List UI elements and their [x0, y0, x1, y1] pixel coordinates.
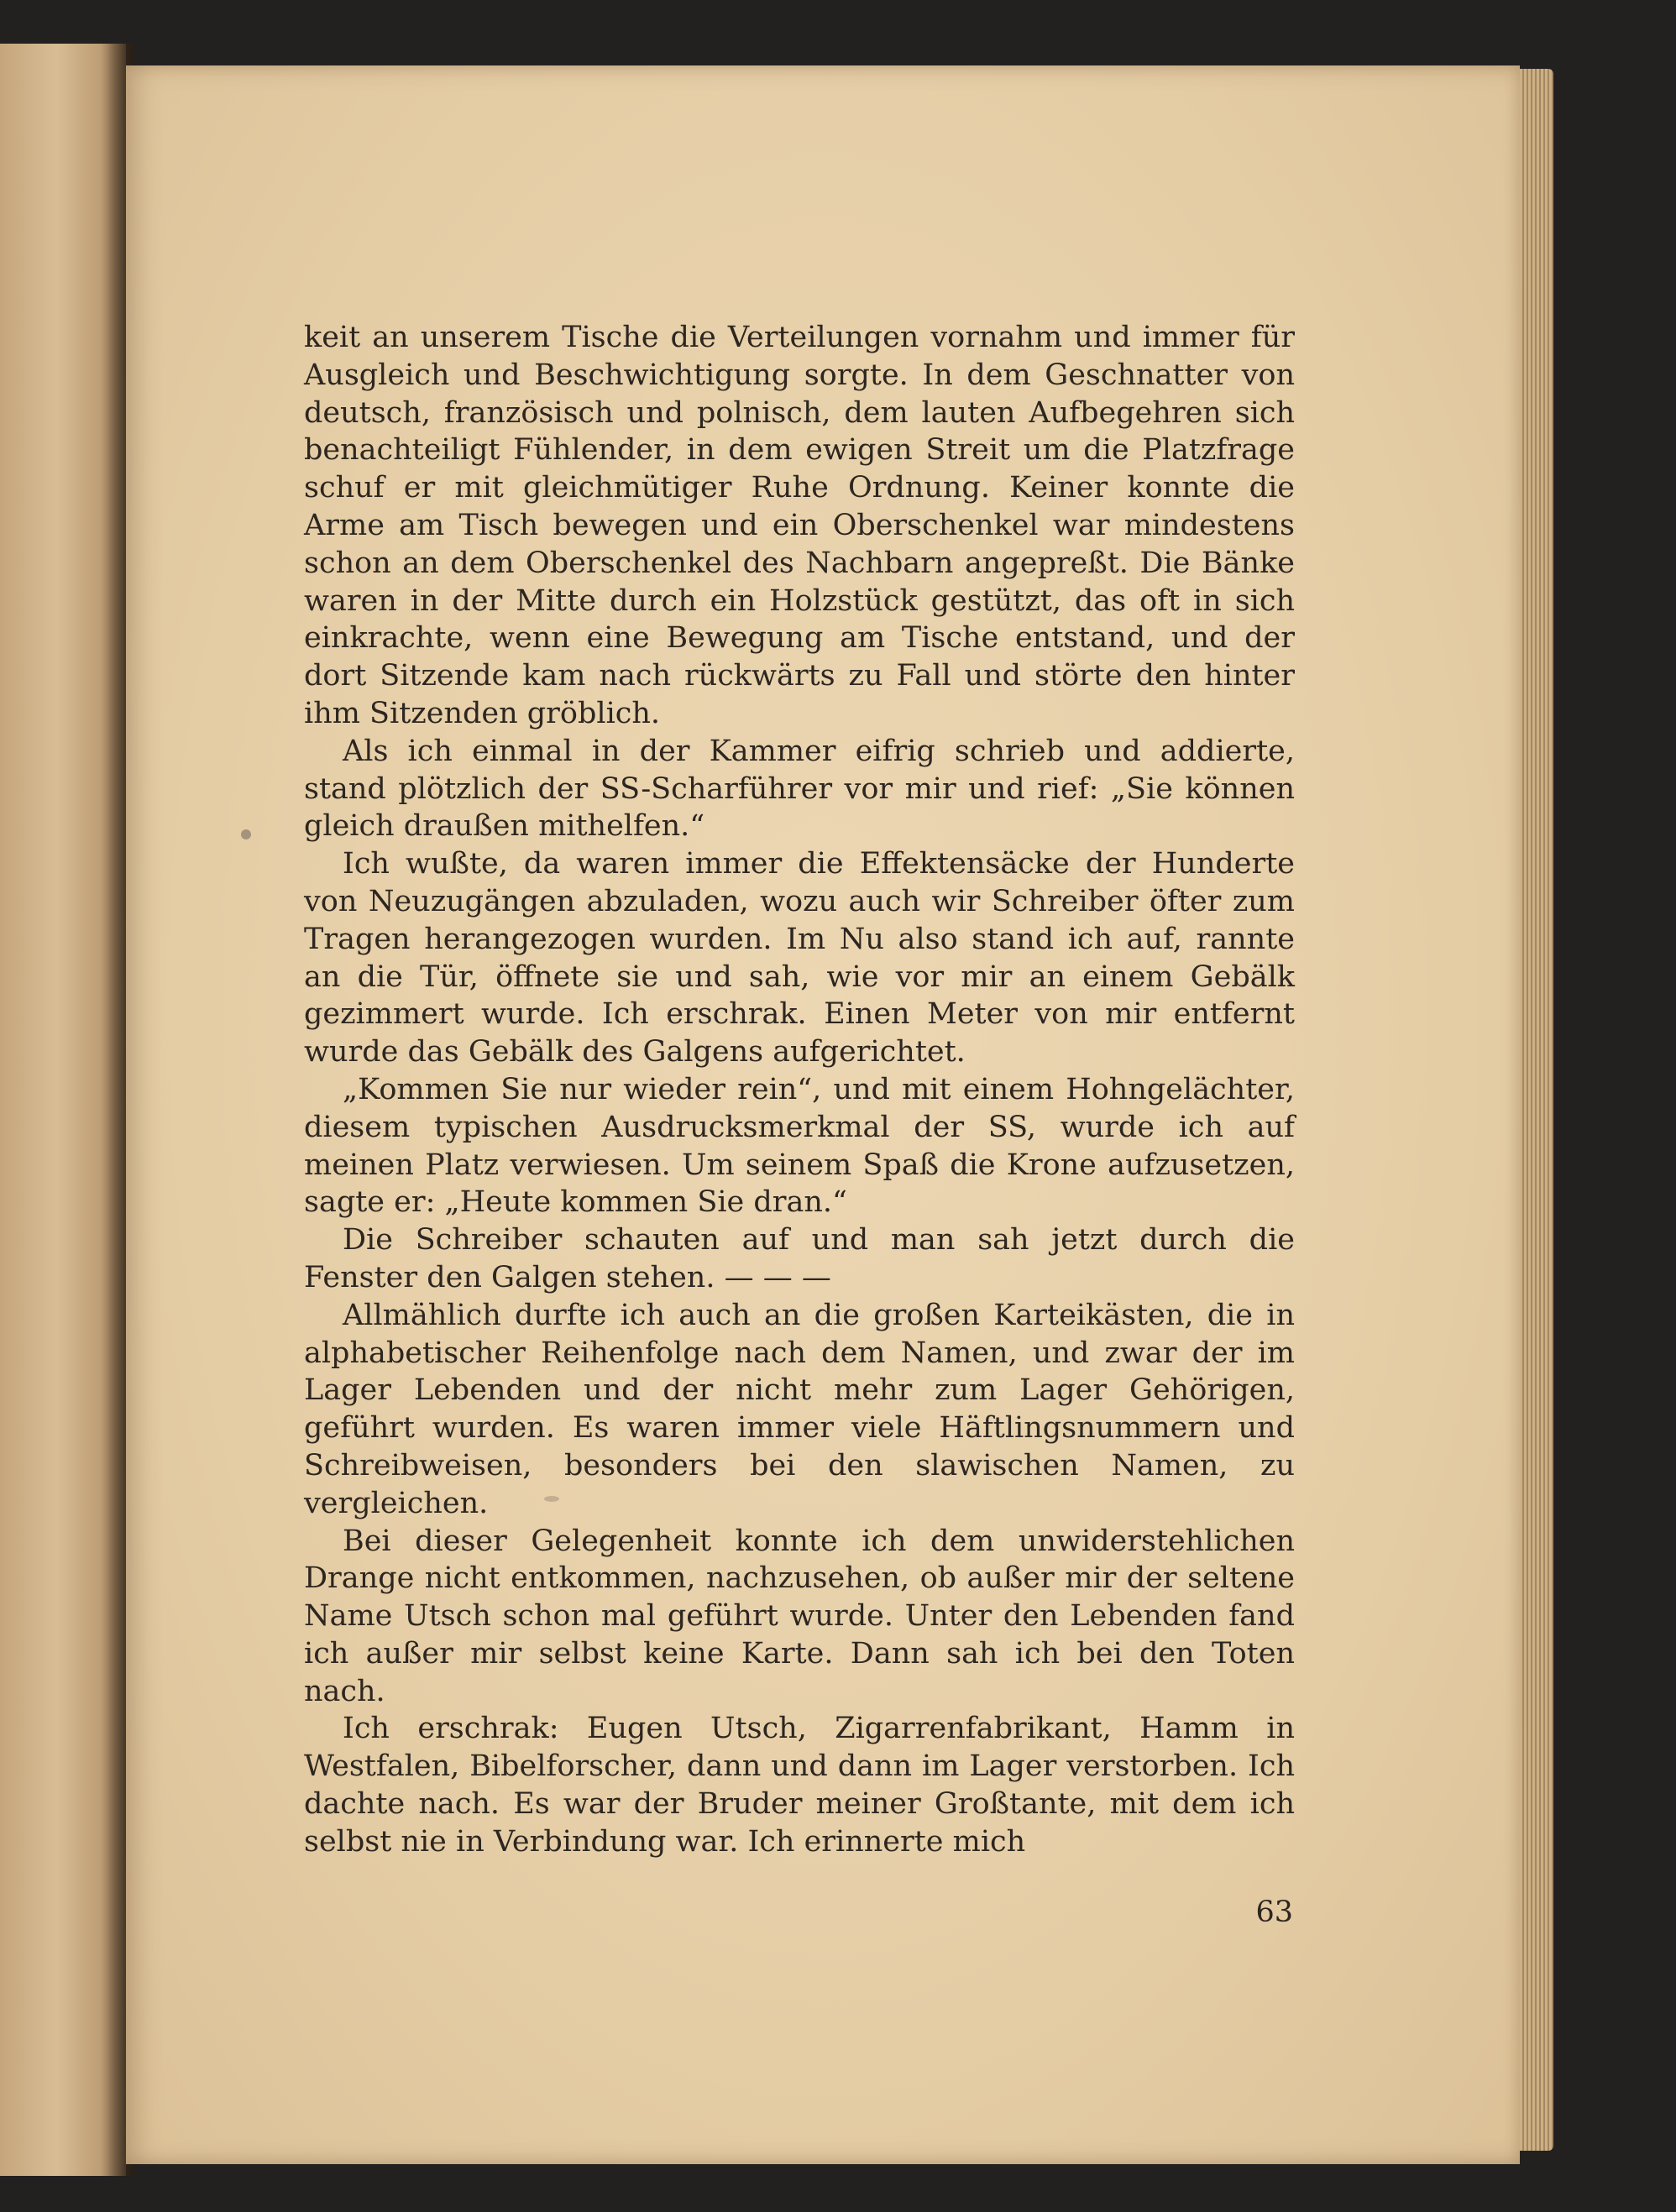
page-number: 63	[1255, 1896, 1293, 1929]
paragraph: keit an unserem Tische die Verteilungen vornahm und immer für Ausgleich und Beschwichtigung sorgte. In dem Geschnatter von deutsch, französisch und polnisch, dem lauten Aufbegehren sich benachteiligt Fühlender, in dem ewigen Streit um die Platzfrage schuf er mit gleichmütiger Ruhe Ordnung. Keiner konnte die Arme am Tisch bewegen und ein Oberschenkel war mindestens schon an dem Oberschenkel des Nachbarn angepreßt. Die Bänke waren in der Mitte durch ein Holzstück gestützt, das oft in sich einkrachte, wenn eine Bewegung am Tische entstand, und der dort Sitzende kam nach rückwärts zu Fall und störte den hinter ihm Sitzenden gröblich.	[304, 321, 1295, 730]
paragraph: Die Schreiber schauten auf und man sah jetzt durch die Fenster den Galgen stehen. — — —	[304, 1223, 1295, 1294]
paragraph: „Kommen Sie nur wieder rein“, und mit einem Hohngelächter, diesem typischen Ausdrucksmerkmal der SS, wurde ich auf meinen Platz verwiesen. Um seinem Spaß die Krone aufzusetzen, sagte er: „Heute kommen Sie dran.“	[304, 1072, 1295, 1220]
paragraph: Ich wußte, da waren immer die Effektensäcke der Hunderte von Neuzugängen abzuladen, wozu auch wir Schreiber öfter zum Tragen herangezogen wurden. Im Nu also stand ich auf, rannte an die Tür, öffnete sie und sah, wie vor mir an einem Gebälk gezimmert wurde. Ich erschrak. Einen Meter von mir entfernt wurde das Gebälk des Galgens aufgerichtet.	[304, 847, 1295, 1069]
body-text	[304, 319, 1295, 1861]
paragraph: Allmählich durfte ich auch an die großen Karteikästen, die in alphabetischer Reihenfolge nach dem Namen, und zwar der im Lager Lebenden und der nicht mehr zum Lager Gehörigen, geführt wurden. Es waren immer viele Häftlingsnummern und Schreibweisen, besonders bei den slawischen Namen, zu vergleichen.	[304, 1298, 1295, 1520]
paragraph: Bei dieser Gelegenheit konnte ich dem unwiderstehlichen Drange nicht entkommen, nachzusehen, ob außer mir der seltene Name Utsch schon mal geführt wurde. Unter den Lebenden fand ich außer mir selbst keine Karte. Dann sah ich bei den Toten nach.	[304, 1524, 1295, 1708]
paragraph: Als ich einmal in der Kammer eifrig schrieb und addierte, stand plötzlich der SS-Scharführer vor mir und rief: „Sie können gleich draußen mithelfen.“	[304, 734, 1295, 844]
page-stack-edges	[1520, 69, 1553, 2151]
paper-speck	[241, 829, 251, 839]
paragraph: Ich erschrak: Eugen Utsch, Zigarrenfabrikant, Hamm in Westfalen, Bibelforscher, dann und dann im Lager verstorben. Ich dachte nach. Es war der Bruder meiner Großtante, mit dem ich selbst nie in Verbindung war. Ich erinnerte mich	[304, 1712, 1295, 1859]
